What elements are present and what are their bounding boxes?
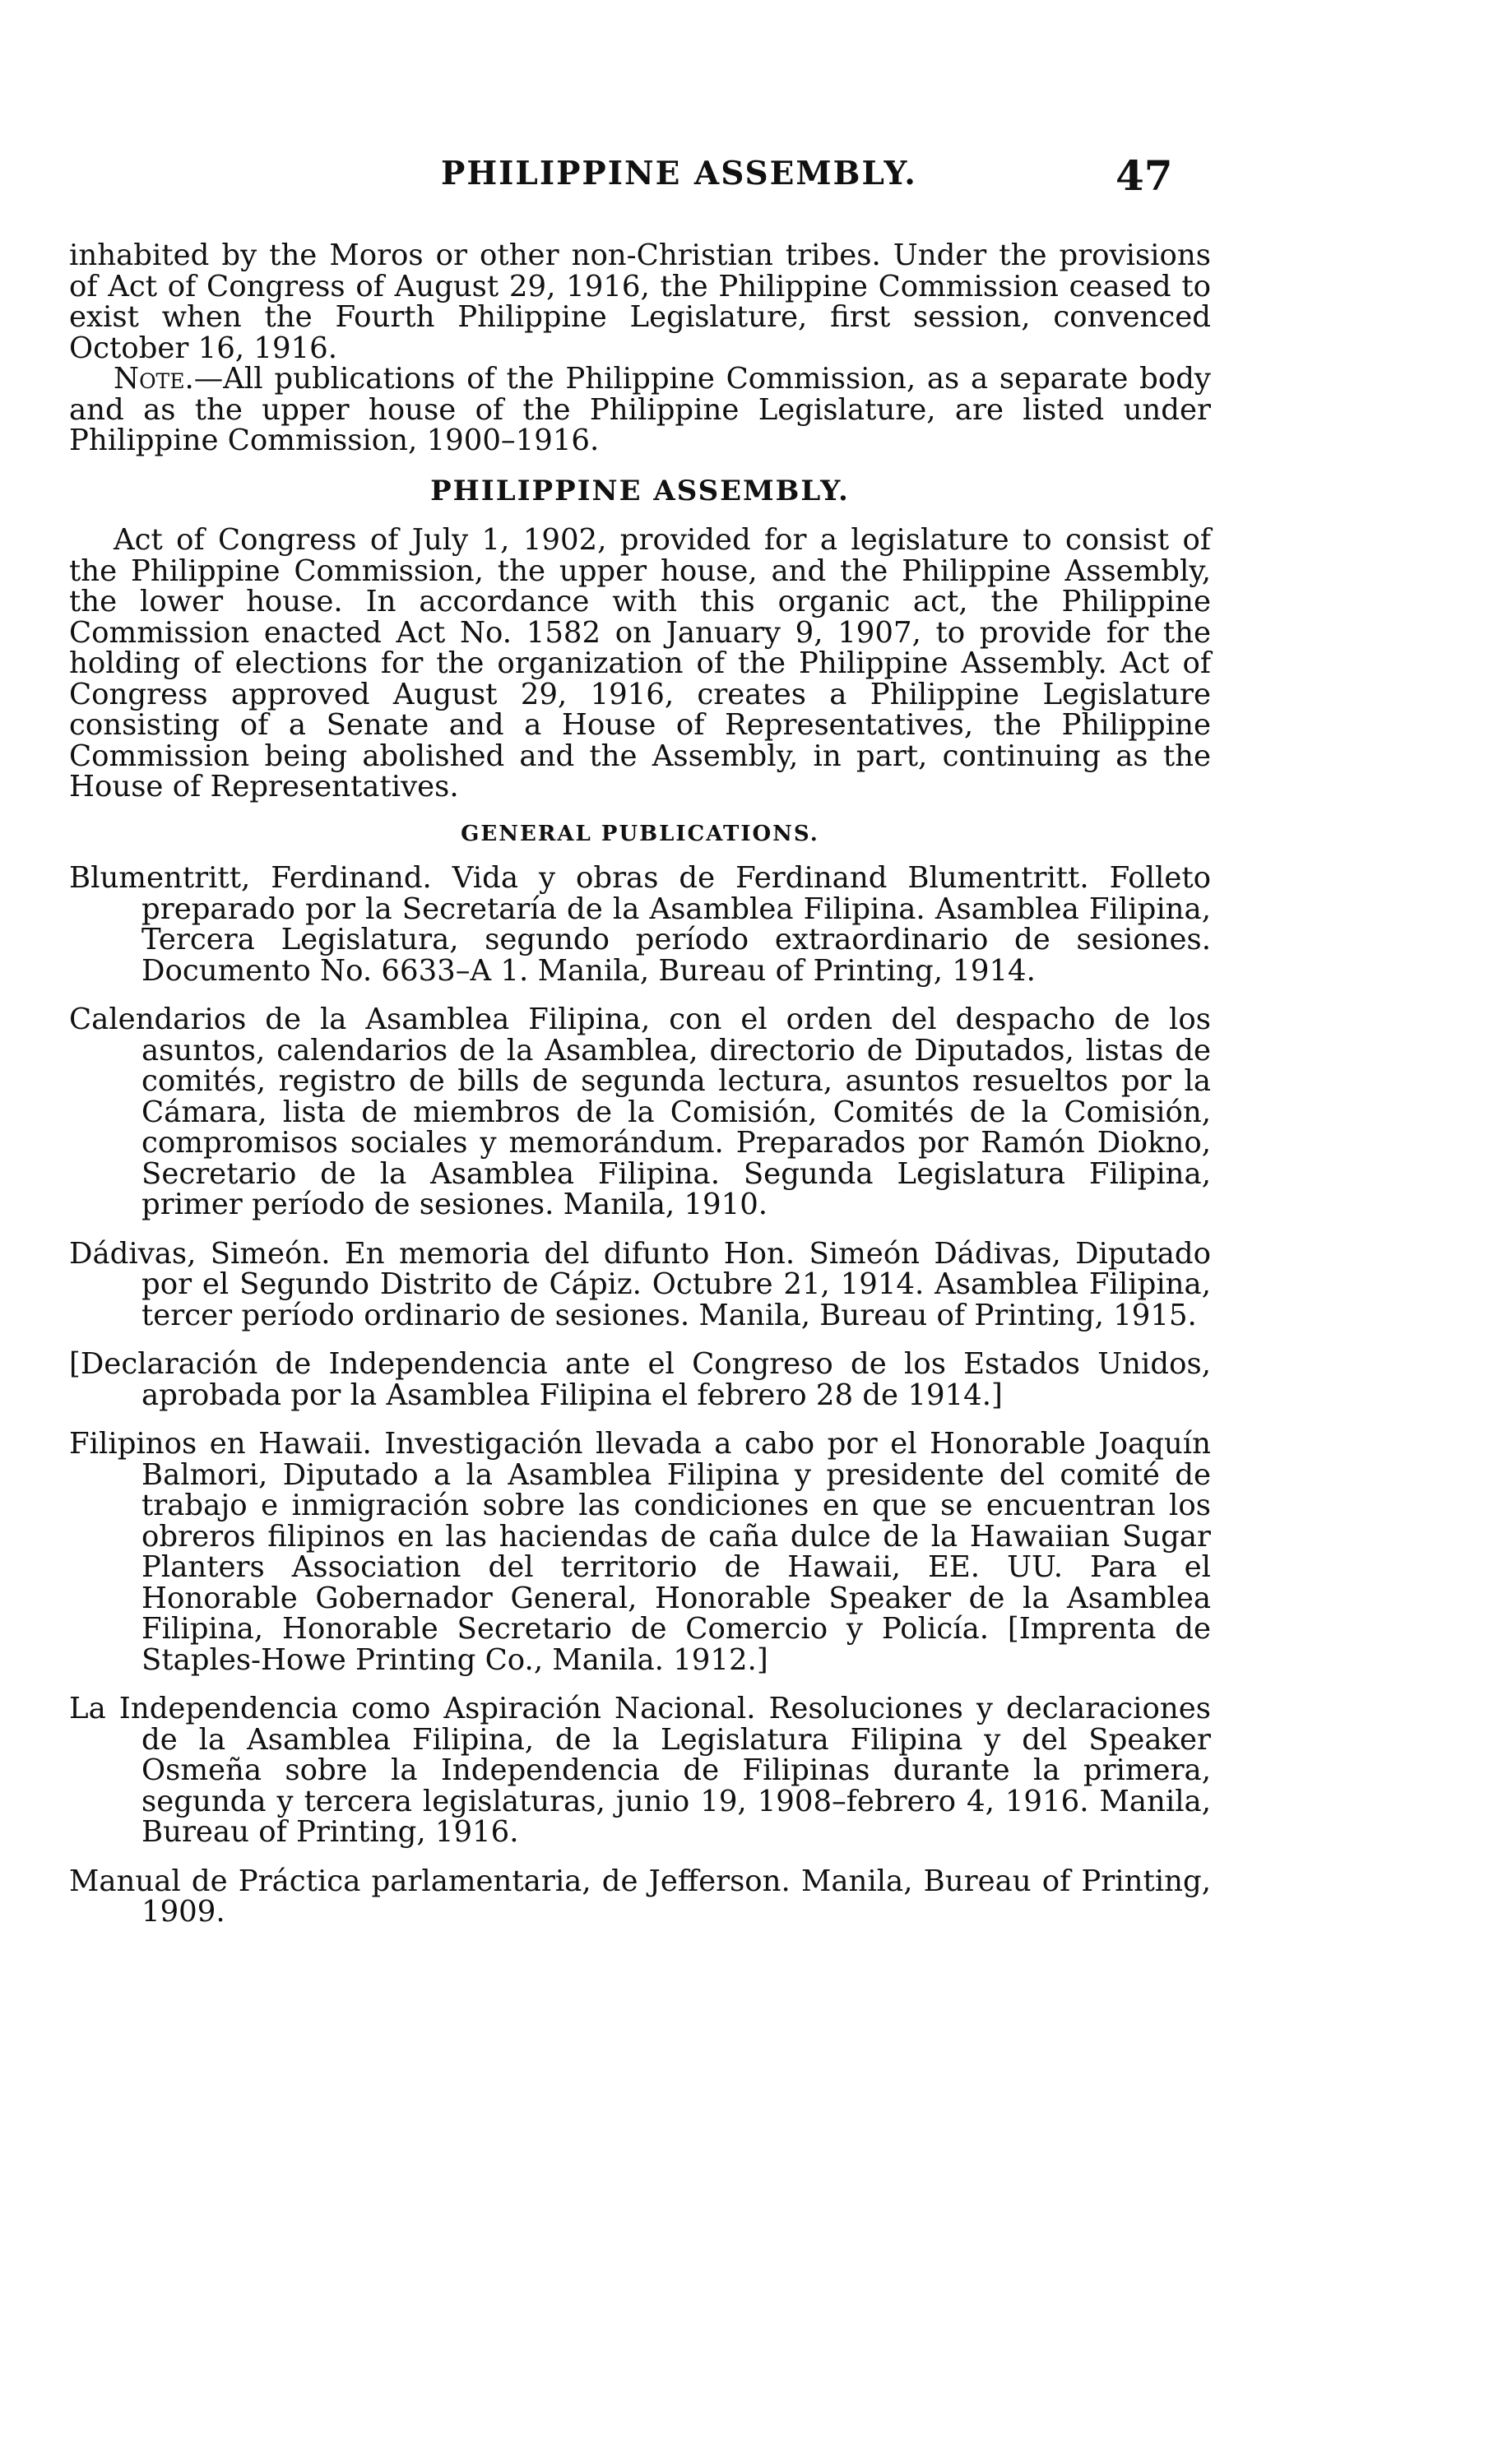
publication-entry: Dádivas, Simeón. En memoria del difunto Hon. Simeón Dádivas, Diputado por el Segundo Distrito de Cápiz. Octubre 21, 1914. Asamblea Filipina, tercer período ordinario de sesiones. Manila, Bureau of Printing, 1915. [69, 1236, 1211, 1332]
publication-entry: Calendarios de la Asamblea Filipina, con el orden del despacho de los asuntos, calendarios de la Asamblea, directorio de Diputados, listas de comités, registro de bills de segunda lectura, asuntos resueltos por la Cámara, lista de miembros de la Comisión, Comités de la Comisión, compromisos sociales y memorándum. Preparados por Ramón Diokno, Secretario de la Asamblea Filipina. Segunda Legislatura Filipina, primer período de sesiones. Manila, 1910. [69, 1003, 1211, 1221]
note-label: Note. [114, 362, 194, 396]
publication-entry: Blumentritt, Ferdinand. Vida y obras de Ferdinand Blumentritt. Folleto preparado por la Secretaría de la Asamblea Filipina. Asamblea Filipina, Tercera Legislatura, segundo período extraordinario de sesiones. Documento No. 6633–A 1. Manila, Bureau of Printing, 1914. [69, 861, 1211, 988]
running-title: PHILIPPINE ASSEMBLY. [441, 155, 917, 192]
publication-entry: [Declaración de Independencia ante el Congreso de los Estados Unidos, aprobada por la Asamblea Filipina el febrero 28 de 1914.] [69, 1347, 1211, 1412]
section-paragraph: Act of Congress of July 1, 1902, provided for a legislature to consist of the Philippine Commission, the upper house, and the Philippine Assembly, the lower house. In accordance with this organic act, the Philippine Commission enacted Act No. 1582 on January 9, 1907, to provide for the holding of elections for the organization of the Philippine Assembly. Act of Congress approved August 29, 1916, creates a Philippine Legislature consisting of a Senate and a House of Representatives, the Philippine Commission being abolished and the Assembly, in part, continuing as the House of Representatives. [69, 523, 1211, 804]
page-body [69, 240, 1211, 1946]
publications-heading: GENERAL PUBLICATIONS. [461, 821, 819, 846]
intro-paragraph: inhabited by the Moros or other non-Christian tribes. Under the provisions of Act of Congress of August 29, 1916, the Philippine Commission ceased to exist when the Fourth Philippine Legislature, first session, convenced October 16, 1916. [69, 239, 1211, 365]
publication-entry: Manual de Práctica parlamentaria, de Jefferson. Manila, Bureau of Printing, 1909. [69, 1864, 1211, 1929]
publication-entry: La Independencia como Aspiración Nacional. Resoluciones y declaraciones de la Asamblea Filipina, de la Legislatura Filipina y del Speaker Osmeña sobre la Independencia de Filipinas durante la primera, segunda y tercera legislaturas, junio 19, 1908–febrero 4, 1916. Manila, Bureau of Printing, 1916. [69, 1692, 1211, 1849]
note-paragraph [69, 364, 1211, 456]
page-number: 47 [1115, 151, 1173, 200]
note-text: —All publications of the Philippine Commission, as a separate body and as the upper house of the Philippine Legislature, are listed under Philippine Commission, 1900–1916. [69, 362, 1211, 457]
section-heading: PHILIPPINE ASSEMBLY. [430, 474, 850, 507]
publication-entry: Filipinos en Hawaii. Investigación llevada a cabo por el Honorable Joaquín Balmori, Diputado a la Asamblea Filipina y presidente del comité de trabajo e inmigración sobre las condiciones en que se encuentran los obreros filipinos en las haciendas de caña dulce de la Hawaiian Sugar Planters Association del territorio de Hawaii, EE. UU. Para el Honorable Gobernador General, Honorable Speaker de la Asamblea Filipina, Honorable Secretario de Comercio y Policía. [Imprenta de Staples-Howe Printing Co., Manila. 1912.] [69, 1427, 1211, 1677]
